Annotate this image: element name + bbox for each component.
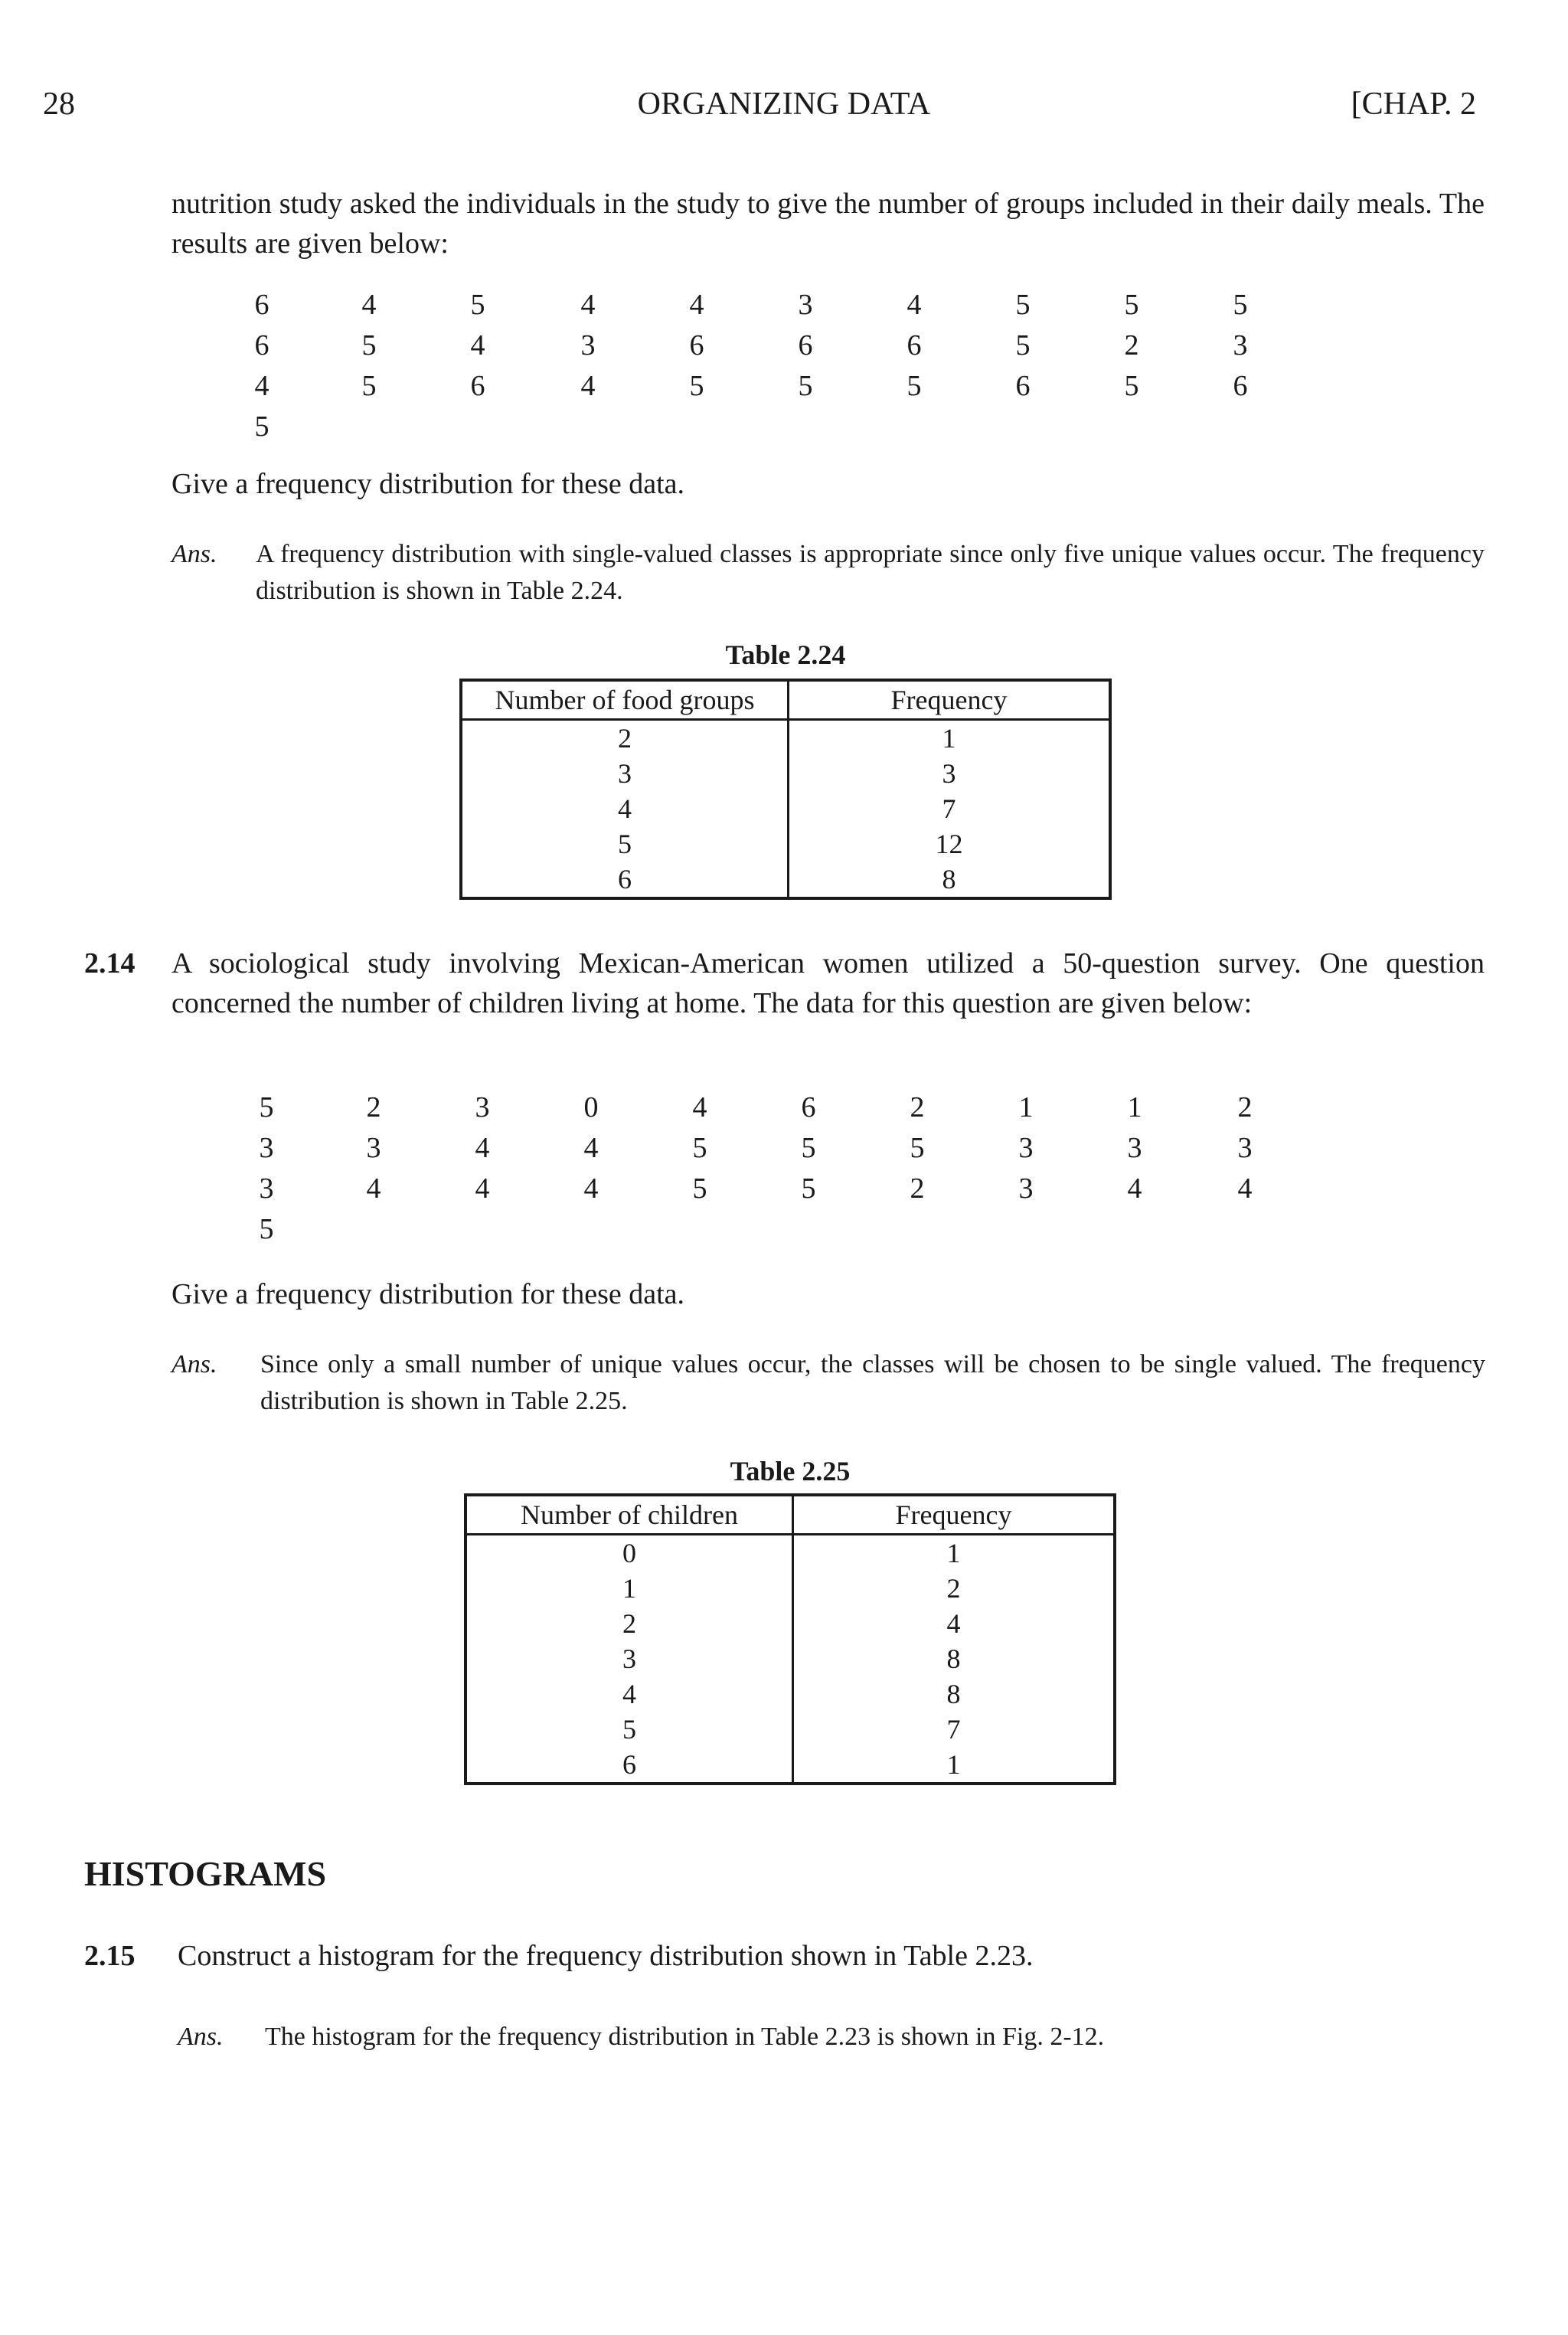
table-row	[466, 1606, 1115, 1641]
column-header: Number of food groups	[461, 680, 789, 720]
table-cell: 1	[942, 723, 956, 754]
problem-2-15-ans-label: Ans.	[178, 2023, 224, 2051]
data-value: 5	[1124, 370, 1139, 402]
data-value: 6	[254, 289, 270, 321]
data-value: 6	[1015, 370, 1031, 402]
data-value: 6	[254, 329, 270, 361]
data-value: 4	[906, 289, 922, 321]
data-value: 5	[259, 1091, 274, 1123]
problem-2-14-question: Give a frequency distribution for these data.	[172, 1278, 685, 1310]
intro-paragraph: nutrition study asked the individuals in the study to give the number of groups included in their daily meals. The results are given below:	[172, 188, 1485, 260]
problem-2-14-data-grid	[0, 1091, 1568, 1267]
table-cell: 5	[466, 1712, 793, 1747]
data-value: 3	[366, 1132, 381, 1164]
data-value: 2	[910, 1091, 925, 1123]
data-value: 5	[801, 1132, 816, 1164]
data-value: 4	[361, 289, 377, 321]
table-header-row	[461, 680, 1110, 720]
table-cell: 7	[942, 793, 956, 824]
data-value: 5	[1233, 289, 1248, 321]
problem-2-14-text: A sociological study involving Mexican-American women utilized a 50-question survey. One question concerned the number of children living at home. The data for this question are given below:	[172, 947, 1485, 1019]
problem-2-14-ans-label: Ans.	[172, 1350, 217, 1378]
table-row	[461, 756, 1110, 791]
problem-2-14-answer: Since only a small number of unique values occur, the classes will be chosen to be single valued. The frequency distribution is shown in Table 2.25.	[260, 1350, 1485, 1415]
table-cell: 0	[466, 1535, 793, 1571]
table-cell: 3	[942, 758, 956, 789]
table-cell: 4	[946, 1608, 961, 1639]
table-cell: 7	[946, 1714, 961, 1745]
table-cell: 6	[461, 862, 789, 898]
table-row	[461, 791, 1110, 826]
page-number: 28	[43, 87, 75, 122]
data-value: 3	[475, 1091, 490, 1123]
problem-2-15-answer: The histogram for the frequency distribution in Table 2.23 is shown in Fig. 2-12.	[265, 2023, 1105, 2051]
data-value: 5	[1124, 289, 1139, 321]
data-value: 6	[798, 329, 813, 361]
table-cell: 8	[946, 1643, 961, 1674]
problem-number-2-15: 2.15	[84, 1940, 136, 1972]
data-value: 3	[1018, 1172, 1034, 1205]
data-value: 4	[583, 1132, 599, 1164]
table-cell: 3	[461, 756, 789, 791]
data-value: 3	[1237, 1132, 1253, 1164]
table-cell: 3	[466, 1641, 793, 1676]
data-value: 5	[906, 370, 922, 402]
table-row	[461, 826, 1110, 862]
table-cell: 5	[461, 826, 789, 862]
column-header: Number of children	[466, 1495, 793, 1535]
table-header-row	[466, 1495, 1115, 1535]
data-value: 5	[254, 410, 270, 443]
data-value: 5	[692, 1172, 707, 1205]
data-value: 5	[910, 1132, 925, 1164]
problem-2-15-text: Construct a histogram for the frequency distribution shown in Table 2.23.	[178, 1940, 1034, 1972]
data-value: 3	[580, 329, 596, 361]
data-value: 3	[1127, 1132, 1142, 1164]
table-cell: 4	[461, 791, 789, 826]
data-value: 4	[475, 1172, 490, 1205]
data-value: 5	[689, 370, 704, 402]
table-2-25	[464, 1493, 1116, 1785]
table-cell: 12	[935, 829, 963, 859]
data-value: 4	[1127, 1172, 1142, 1205]
table-row	[461, 862, 1110, 898]
column-header: Frequency	[789, 680, 1111, 720]
data-value: 5	[1015, 289, 1031, 321]
data-value: 3	[798, 289, 813, 321]
data-value: 4	[366, 1172, 381, 1205]
table-cell: 1	[466, 1571, 793, 1606]
table-cell: 1	[946, 1538, 961, 1568]
table-cell: 2	[946, 1573, 961, 1604]
intro-answer: A frequency distribution with single-valued classes is appropriate since only five unique values occur. The frequency distribution is shown in Table 2.24.	[256, 540, 1485, 605]
table-row	[466, 1641, 1115, 1676]
data-value: 5	[692, 1132, 707, 1164]
table-cell: 4	[466, 1676, 793, 1712]
data-value: 4	[692, 1091, 707, 1123]
table-cell: 8	[942, 864, 956, 894]
table-cell: 8	[946, 1679, 961, 1709]
table-cell: 6	[466, 1747, 793, 1784]
data-value: 4	[580, 289, 596, 321]
data-value: 5	[361, 370, 377, 402]
data-value: 6	[689, 329, 704, 361]
table-row	[461, 720, 1110, 757]
data-value: 2	[1237, 1091, 1253, 1123]
data-value: 5	[798, 370, 813, 402]
data-value: 4	[580, 370, 596, 402]
data-value: 4	[583, 1172, 599, 1205]
table-row	[466, 1535, 1115, 1571]
data-value: 6	[470, 370, 485, 402]
table-row	[466, 1571, 1115, 1606]
running-title: ORGANIZING DATA	[637, 87, 931, 122]
chapter-label: [CHAP. 2	[1351, 87, 1476, 122]
table-cell: 1	[946, 1749, 961, 1780]
table-row	[466, 1712, 1115, 1747]
data-value: 4	[1237, 1172, 1253, 1205]
data-value: 5	[1015, 329, 1031, 361]
data-value: 5	[801, 1172, 816, 1205]
data-value: 3	[1018, 1132, 1034, 1164]
data-value: 3	[259, 1172, 274, 1205]
table-2-24-caption: Table 2.24	[725, 639, 846, 670]
data-value: 4	[470, 329, 485, 361]
data-value: 6	[906, 329, 922, 361]
data-value: 6	[801, 1091, 816, 1123]
intro-ans-label: Ans.	[172, 540, 217, 568]
table-2-24	[459, 679, 1112, 900]
data-value: 4	[475, 1132, 490, 1164]
section-heading: HISTOGRAMS	[84, 1854, 327, 1893]
data-value: 1	[1018, 1091, 1034, 1123]
problem-number-2-14: 2.14	[84, 947, 136, 979]
intro-data-grid	[0, 288, 1568, 464]
intro-question: Give a frequency distribution for these data.	[172, 468, 685, 500]
table-row	[466, 1676, 1115, 1712]
table-row	[466, 1747, 1115, 1784]
data-value: 1	[1127, 1091, 1142, 1123]
data-value: 0	[583, 1091, 599, 1123]
data-value: 5	[361, 329, 377, 361]
table-2-25-caption: Table 2.25	[730, 1456, 851, 1486]
table-cell: 2	[466, 1606, 793, 1641]
data-value: 3	[1233, 329, 1248, 361]
data-value: 5	[259, 1213, 274, 1245]
column-header: Frequency	[793, 1495, 1116, 1535]
table-cell: 2	[461, 720, 789, 757]
data-value: 3	[259, 1132, 274, 1164]
data-value: 4	[254, 370, 270, 402]
data-value: 2	[1124, 329, 1139, 361]
data-value: 2	[910, 1172, 925, 1205]
data-value: 4	[689, 289, 704, 321]
data-value: 5	[470, 289, 485, 321]
data-value: 6	[1233, 370, 1248, 402]
data-value: 2	[366, 1091, 381, 1123]
